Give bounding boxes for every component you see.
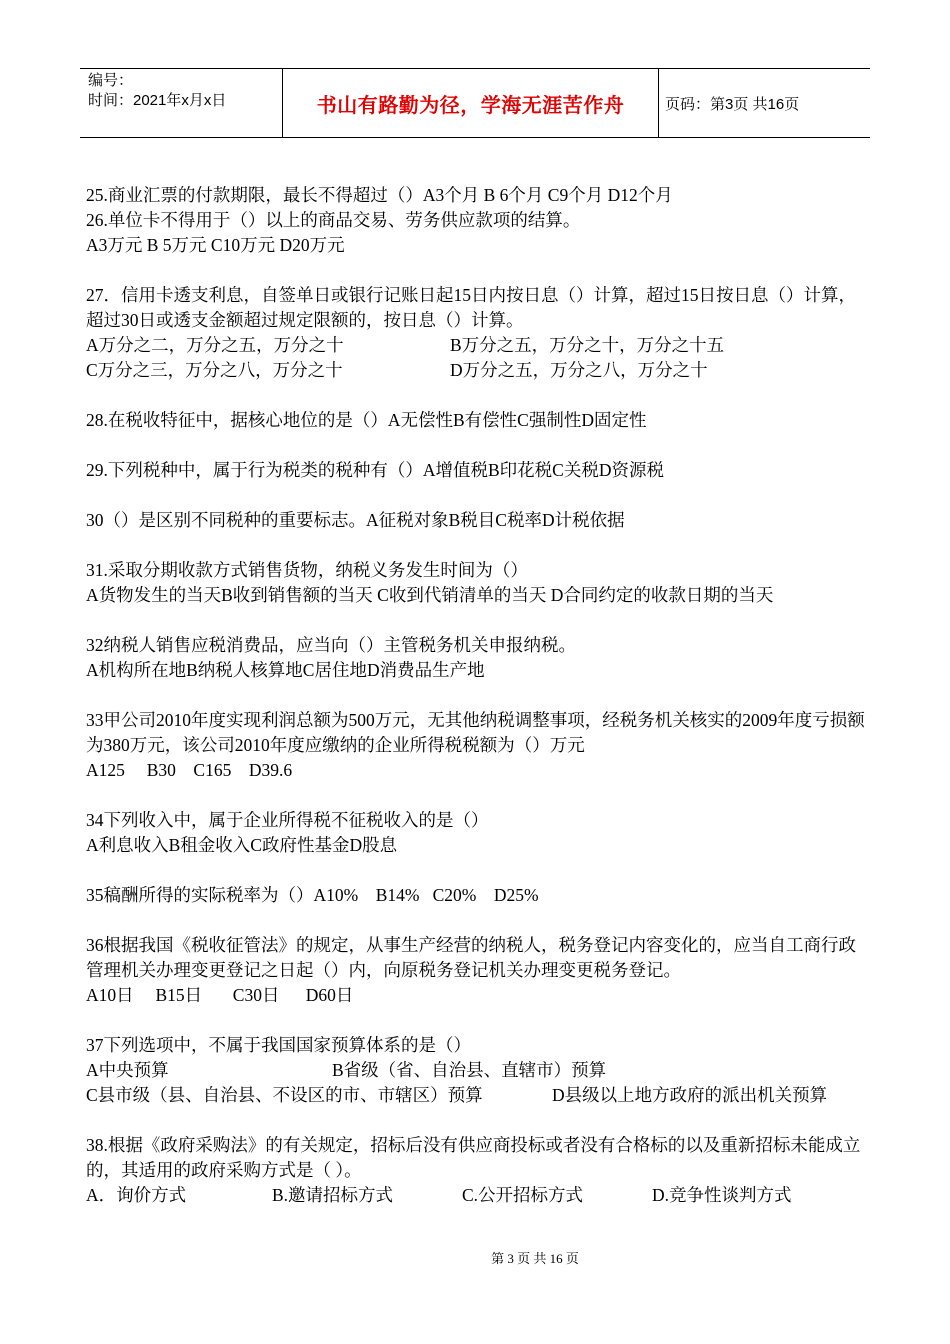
- option-b: B万分之五，万分之十，万分之十五: [450, 335, 725, 355]
- header-motto: 书山有路勤为径，学海无涯苦作舟: [282, 69, 659, 137]
- time-label: 时间：2021年x月x日: [88, 92, 227, 109]
- question-33-stem: 33甲公司2010年度实现利润总额为500万元，无其他纳税调整事项，经税务机关核实的2009年度亏损额为380万元，该公司2010年度应缴纳的企业所得税税额为（）万元: [86, 710, 865, 755]
- question-29: 29.下列税种中，属于行为税类的税种有（）A增值税B印花税C关税D资源税: [86, 460, 664, 480]
- question-37-options-row1: [86, 1058, 868, 1083]
- question-27-options-row2: [86, 358, 868, 383]
- document-body: [86, 183, 868, 1208]
- header-meta: [80, 69, 282, 137]
- option-d: D.竞争性谈判方式: [652, 1185, 792, 1205]
- question-32-stem: 32纳税人销售应税消费品，应当向（）主管税务机关申报纳税。: [86, 635, 576, 655]
- question-37-options-row2: [86, 1083, 868, 1108]
- footer-page-number: 第 3 页 共 16 页: [491, 1251, 579, 1266]
- question-34-stem: 34下列收入中，属于企业所得税不征税收入的是（）: [86, 810, 489, 830]
- option-d: D县级以上地方政府的派出机关预算: [552, 1085, 828, 1105]
- question-30: 30（）是区别不同税种的重要标志。A征税对象B税目C税率D计税依据: [86, 510, 625, 530]
- question-28: 28.在税收特征中，据核心地位的是（）A无偿性B有偿性C强制性D固定性: [86, 410, 647, 430]
- question-33-options: A125 B30 C165 D39.6: [86, 760, 293, 780]
- question-25: 25.商业汇票的付款期限，最长不得超过（）A3个月 B 6个月 C9个月 D12个月: [86, 185, 673, 205]
- question-31-options: A货物发生的当天B收到销售额的当天 C收到代销清单的当天 D合同约定的收款日期的当天: [86, 585, 774, 605]
- number-label: 编号：: [88, 72, 134, 89]
- question-36-stem: 36根据我国《税收征管法》的规定，从事生产经营的纳税人，税务登记内容变化的，应当自工商行政管理机关办理变更登记之日起（）内，向原税务登记机关办理变更税务登记。: [86, 935, 856, 980]
- option-a: A中央预算: [86, 1060, 169, 1080]
- page-header: [80, 68, 870, 138]
- question-37-stem: 37下列选项中，不属于我国国家预算体系的是（）: [86, 1035, 471, 1055]
- question-34-options: A利息收入B租金收入C政府性基金D股息: [86, 835, 398, 855]
- option-b: B.邀请招标方式: [272, 1185, 394, 1205]
- question-26-options: A3万元 B 5万元 C10万元 D20万元: [86, 235, 345, 255]
- question-26-stem: 26.单位卡不得用于（）以上的商品交易、劳务供应款项的结算。: [86, 210, 581, 230]
- question-38-stem: 38.根据《政府采购法》的有关规定，招标后没有供应商投标或者没有合格标的以及重新招标未能成立的，其适用的政府采购方式是（ ）。: [86, 1135, 861, 1180]
- option-d: D万分之五，万分之八，万分之十: [450, 360, 708, 380]
- option-c: C.公开招标方式: [462, 1185, 584, 1205]
- option-c: C万分之三，万分之八，万分之十: [86, 360, 343, 380]
- option-c: C县市级（县、自治县、不设区的市、市辖区）预算: [86, 1085, 483, 1105]
- header-page-info: 页码：第3页 共16页: [665, 95, 800, 113]
- question-31-stem: 31.采取分期收款方式销售货物，纳税义务发生时间为（）: [86, 560, 528, 580]
- question-27-options-row1: [86, 333, 868, 358]
- option-b: B省级（省、自治县、直辖市）预算: [332, 1060, 607, 1080]
- question-36-options: A10日 B15日 C30日 D60日: [86, 985, 354, 1005]
- question-32-options: A机构所在地B纳税人核算地C居住地D消费品生产地: [86, 660, 485, 680]
- page-footer: [0, 1248, 950, 1267]
- option-a: A．询价方式: [86, 1185, 187, 1205]
- question-27-stem: 27．信用卡透支利息，自签单日或银行记账日起15日内按日息（）计算，超过15日按日息（）计算，超过30日或透支金额超过规定限额的，按日息（）计算。: [86, 285, 856, 330]
- question-38-options: [86, 1183, 868, 1208]
- option-a: A万分之二，万分之五，万分之十: [86, 335, 344, 355]
- question-35: 35稿酬所得的实际税率为（）A10% B14% C20% D25%: [86, 885, 539, 905]
